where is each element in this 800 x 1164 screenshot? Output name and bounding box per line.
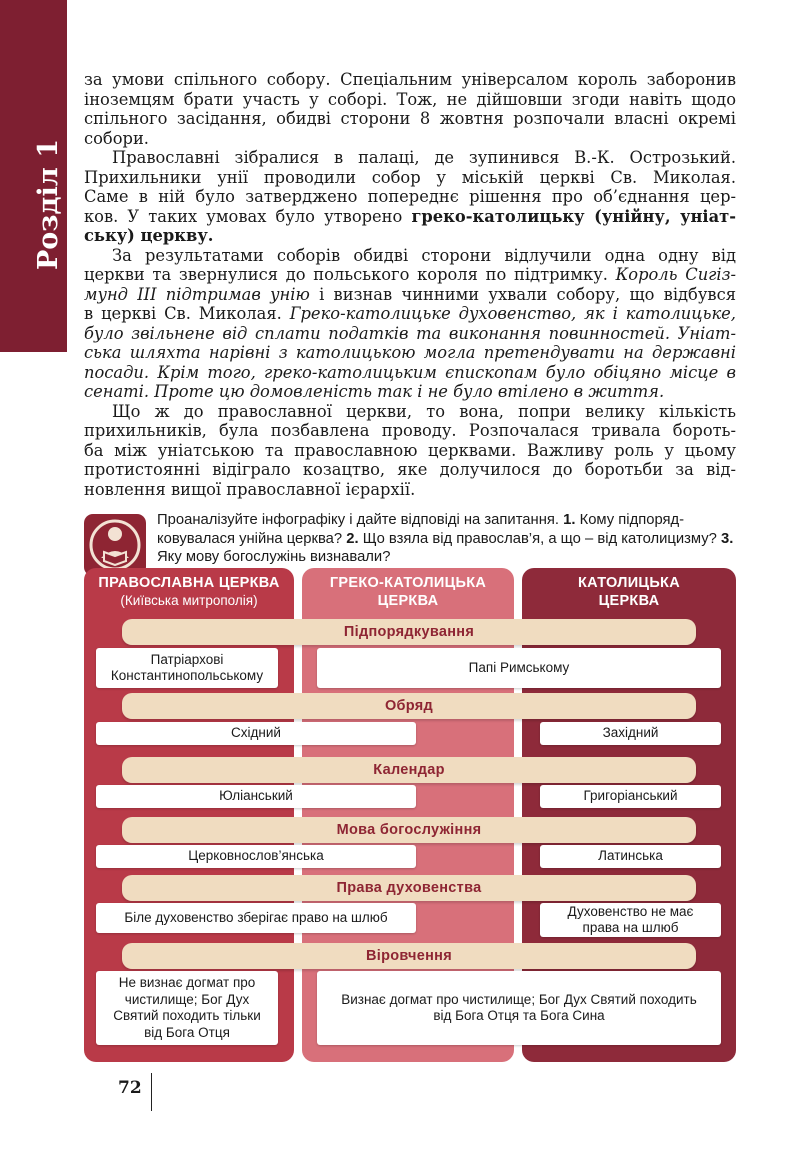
question-text: Яку мову богослужінь визнавали? <box>157 549 391 565</box>
text-line: Православні зібралися в палаці, де зупинився В.-К. Острозький. <box>112 148 736 167</box>
question-number: 1. <box>563 512 576 528</box>
task-intro: Проаналізуйте інфографіку і дайте відповіді на запитання. <box>157 512 564 528</box>
text-line: спільного засідання, обидві сторони 8 жовтня розпочали власні окремі <box>84 109 736 128</box>
text-line: ба між уніатською та православною церквами. Важливу роль у цьому <box>84 440 736 460</box>
text-line: сенаті. Проте цю домовленість так і не було втілено в життя. <box>84 382 665 401</box>
key-term: ську) церкву <box>84 226 208 245</box>
paragraph-2 <box>84 148 736 246</box>
paragraph-1 <box>84 70 736 148</box>
italic-fragment: мунд ІІІ підтримав унію <box>84 284 310 304</box>
reader-icon <box>84 514 146 576</box>
column-subtitle: (Київська митрополія) <box>120 593 258 608</box>
cell-subordination-orthodox: Патріархові Константинопольському <box>96 648 278 688</box>
text-line: протистоянні відіграло козацтво, яке долучилося до боротьби за від- <box>84 460 736 479</box>
cell-calendar-orthodox-greek: Юліанський <box>96 785 416 808</box>
question-text: Кому підпорядковувалася унійна церква? <box>157 512 685 547</box>
chapter-sidebar <box>0 0 67 352</box>
cell-doctrine-orthodox: Не визнає догмат про чистилище; Бог Дух Святий походить тільки від Бога Отця <box>96 971 278 1045</box>
chapter-label: Розділ 1 <box>33 138 64 270</box>
page-number-divider <box>151 1073 152 1111</box>
cell-language-catholic: Латинська <box>540 845 721 868</box>
column-title <box>84 574 294 610</box>
paragraph-4 <box>84 402 736 500</box>
cell-rite-orthodox-greek: Східний <box>96 722 416 745</box>
row-header-language: Мова богослужіння <box>122 817 696 843</box>
text-line: прихильників, була позбавлена проводу. Розпочалася тривала бороть- <box>84 421 736 440</box>
row-header-rite: Обряд <box>122 693 696 719</box>
cell-doctrine-greek-catholic: Визнає догмат про чистилище; Бог Дух Святий походить від Бога Отця та Бога Сина <box>317 971 721 1045</box>
task-prompt <box>157 511 741 567</box>
text-line: було звільнене від сплати податків та виконання повинностей. Уніат- <box>84 323 736 343</box>
column-title: ГРЕКО-КАТОЛИЦЬКА ЦЕРКВА <box>329 575 487 609</box>
row-header-clergy: Права духовенства <box>122 875 696 901</box>
question-number: 3. <box>720 530 734 547</box>
key-term: греко-католицьку (унійну, уніат- <box>411 206 736 226</box>
text-line: за умови спільного собору. Спеціальним універсалом король заборонив <box>84 70 736 89</box>
text-line <box>84 207 736 227</box>
text-line: За результатами соборів обидві сторони відлучили одна одну від <box>112 245 736 265</box>
text-fragment: . <box>207 226 214 245</box>
column-title-text: ПРАВОСЛАВНА ЦЕРКВА <box>98 575 280 591</box>
text-line: Саме в ній було затверджено попереднє рішення про об’єднання цер- <box>84 187 736 206</box>
text-line: собори. <box>84 128 149 148</box>
cell-calendar-catholic: Григоріанський <box>540 785 721 808</box>
text-fragment: церкви та звернулися до польського короля по підтримку. <box>84 265 616 284</box>
text-line: новлення вищої православної ієрархії. <box>84 479 416 499</box>
column-title: КАТОЛИЦЬКА ЦЕРКВА <box>578 575 680 609</box>
text-line: Що ж до православної церкви, то вона, попри велику кількість <box>112 401 736 421</box>
text-line: іноземцям брати участь у соборі. Тож, не дійшовши згоди навіть щодо <box>84 89 736 109</box>
text-fragment: ков. У таких умовах було утворено <box>84 206 412 226</box>
paragraph-3 <box>84 246 736 402</box>
cell-rite-catholic: Західний <box>540 722 721 745</box>
cell-clergy-catholic: Духовенство не має права на шлюб <box>540 903 721 937</box>
text-line <box>84 265 736 285</box>
italic-fragment: Король Сигіз- <box>615 265 737 284</box>
text-line <box>84 285 736 305</box>
cell-subordination-greek-catholic: Папі Римському <box>317 648 721 688</box>
cell-clergy-orthodox-greek: Біле духовенство зберігає право на шлюб <box>96 903 416 933</box>
text-line: посади. Крім того, греко-католицьким єпископам було обіцяно місце в <box>84 362 736 382</box>
question-text: Що взяла від православ’я, а що – від католицизму? <box>358 530 721 547</box>
text-line <box>84 304 736 324</box>
body-text <box>84 70 736 499</box>
text-line: ська шляхта нарівні з католицькою могла претендувати на державні <box>84 343 736 362</box>
text-line <box>84 226 736 246</box>
text-line: Прихильники унії проводили собор у міській церкві Св. Миколая. <box>84 167 736 187</box>
text-fragment: в церкві Св. Миколая. <box>84 304 290 323</box>
cell-language-orthodox-greek: Церковнослов’янська <box>96 845 416 868</box>
italic-fragment: Греко-католицьке духовенство, як і католицьке, <box>289 304 736 323</box>
row-header-doctrine: Віровчення <box>122 943 696 969</box>
page-number: 72 <box>118 1078 142 1098</box>
row-header-subordination: Підпорядкування <box>122 619 696 645</box>
question-number: 2. <box>346 530 359 547</box>
row-header-calendar: Календар <box>122 757 696 783</box>
text-fragment: і визнав чинними ухвали собору, що відбувся <box>309 284 736 304</box>
